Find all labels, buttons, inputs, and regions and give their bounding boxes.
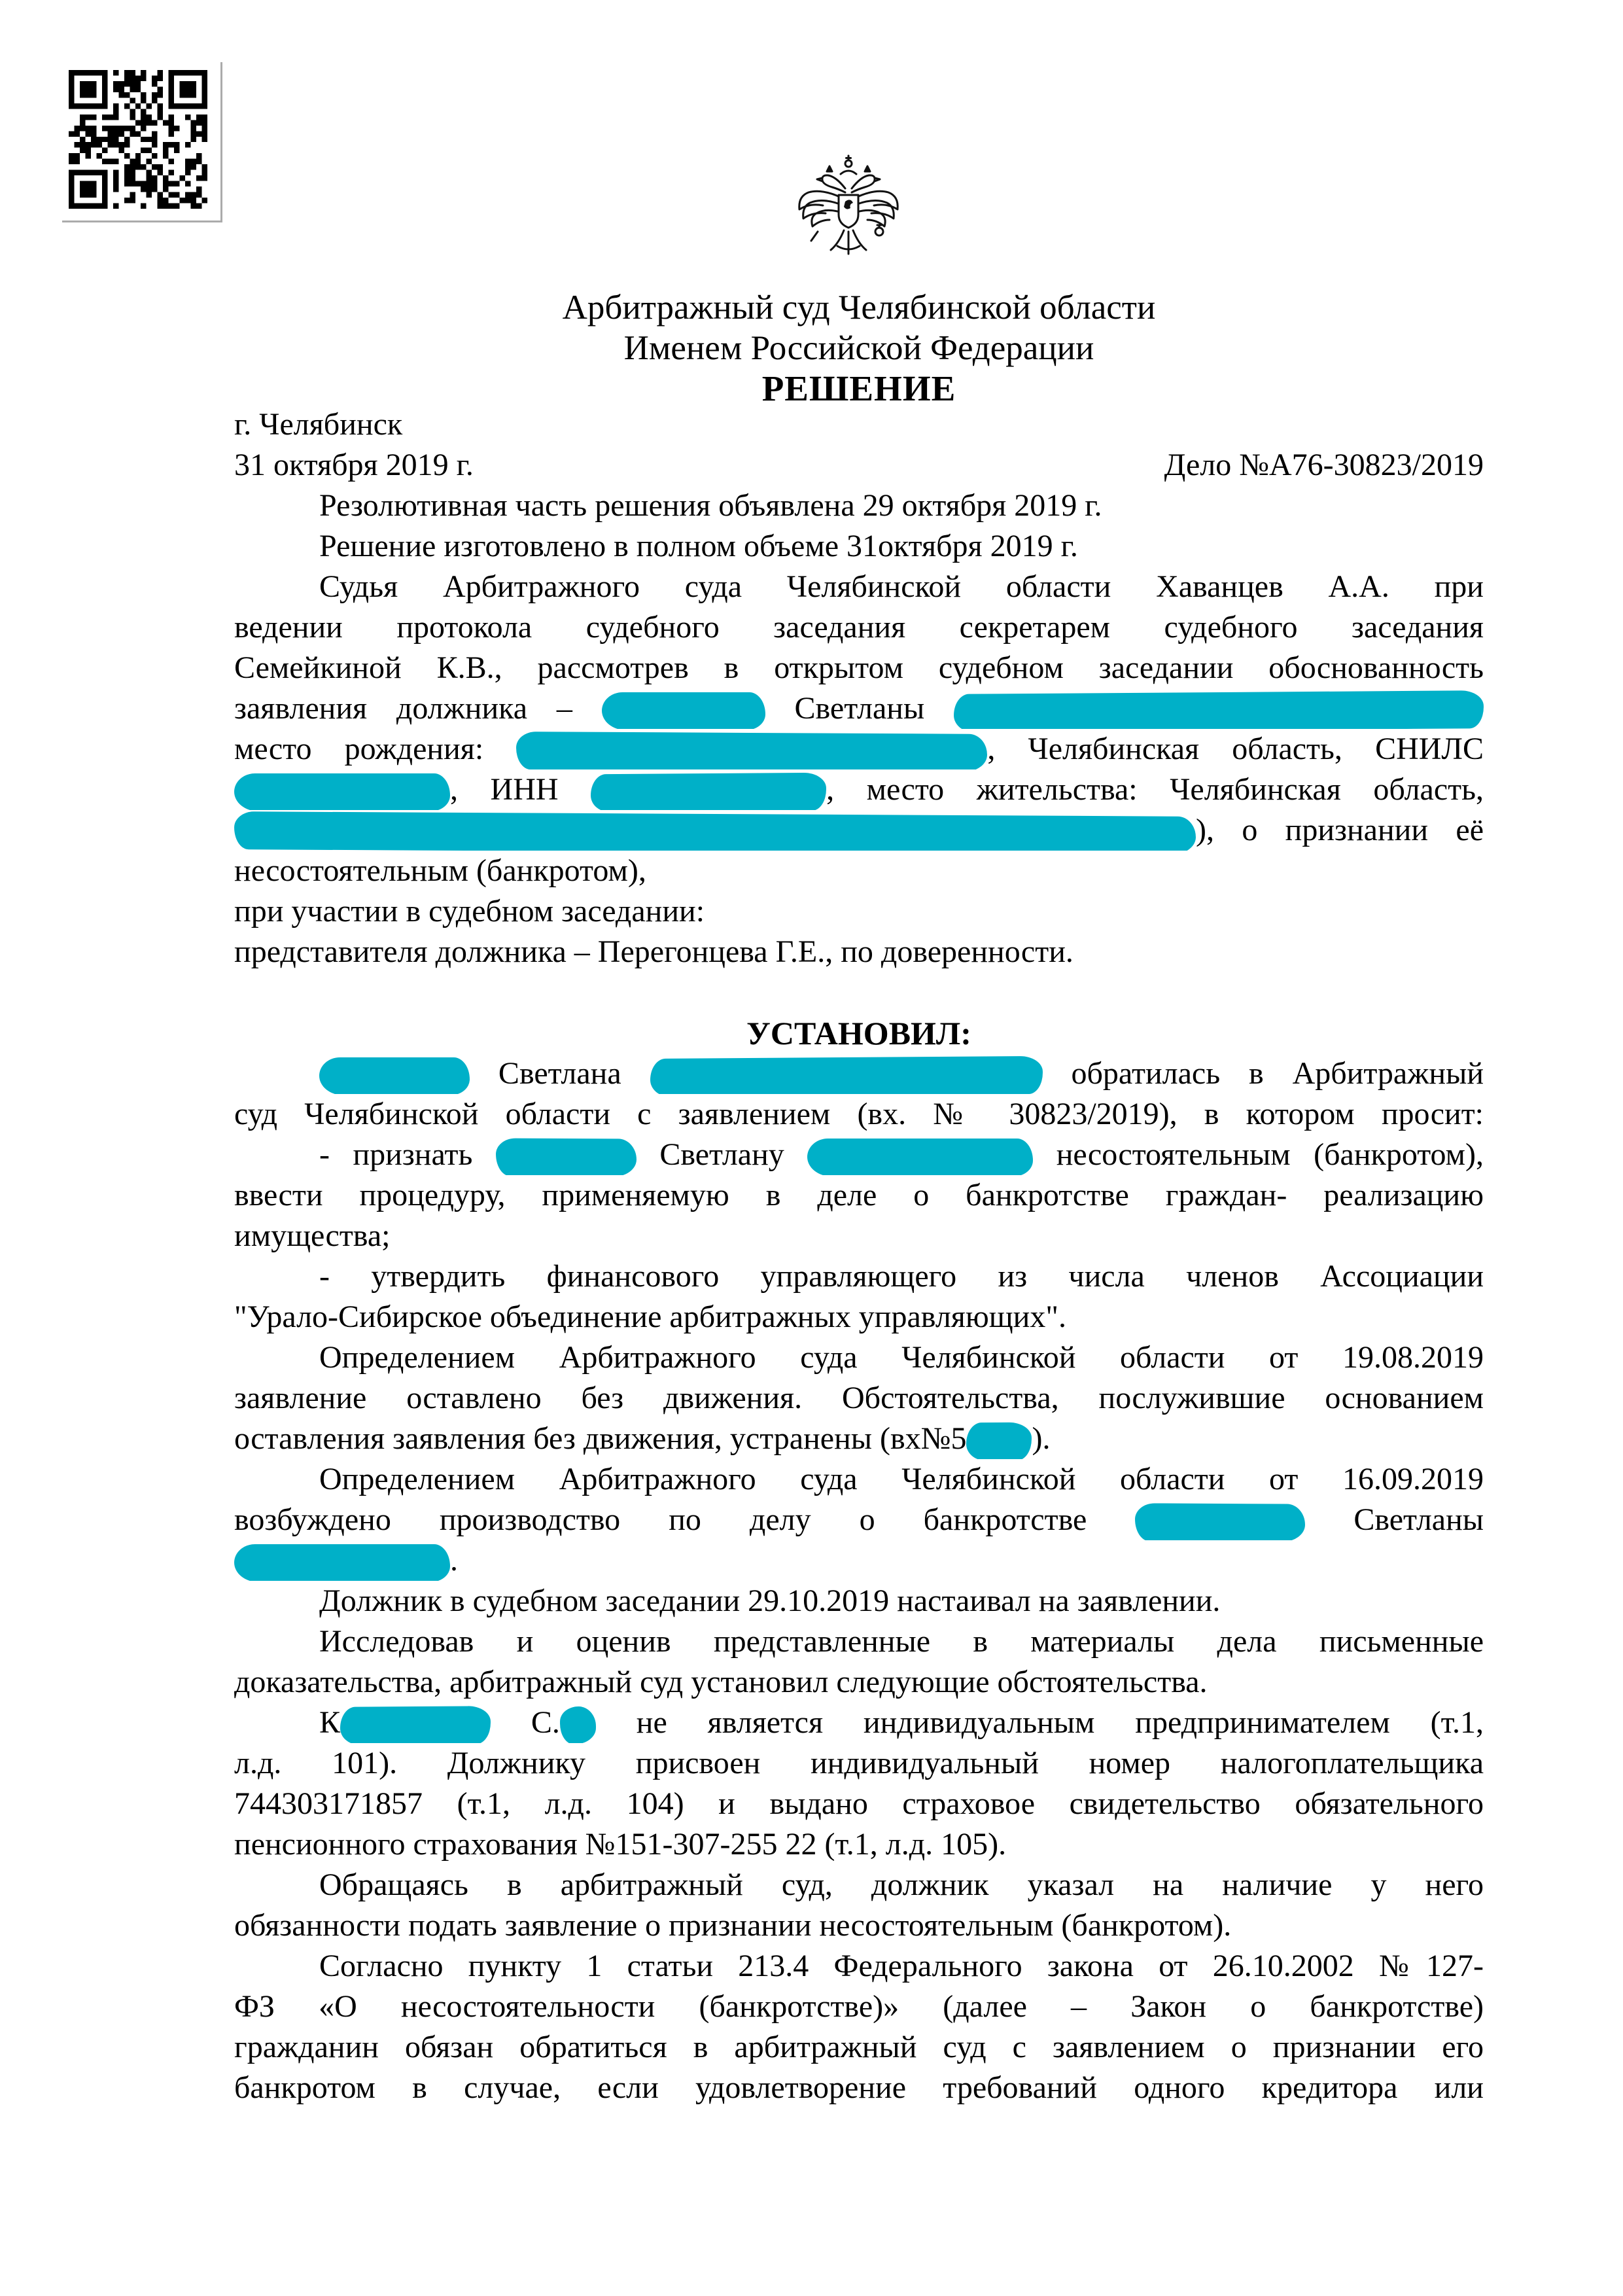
text-run: К bbox=[319, 1705, 341, 1740]
document-header bbox=[234, 287, 1484, 410]
text-line bbox=[234, 851, 1484, 891]
qr-code bbox=[62, 62, 222, 222]
text-line bbox=[234, 729, 1484, 769]
document-type: РЕШЕНИЕ bbox=[761, 368, 956, 408]
text-line bbox=[234, 648, 1484, 688]
decision-date: 31 октября 2019 г. bbox=[234, 448, 474, 482]
text-line bbox=[234, 1337, 1484, 1378]
text-line bbox=[234, 1094, 1484, 1135]
text-line bbox=[234, 1662, 1484, 1703]
text-run: Определением Арбитражного суда Челябинской области от 16.09.2019 bbox=[319, 1462, 1484, 1496]
text-run: Обращаясь в арбитражный суд, должник указал на наличие у него bbox=[319, 1867, 1484, 1902]
redaction-mark bbox=[560, 1706, 596, 1743]
text-line bbox=[234, 1703, 1484, 1743]
text-run: гражданин обязан обратиться в арбитражный суд с заявлением о признании его bbox=[234, 2030, 1484, 2064]
text-line bbox=[234, 1419, 1484, 1459]
text-line bbox=[234, 1865, 1484, 1905]
text-run: - признать bbox=[319, 1137, 473, 1172]
text-run: обратилась в Арбитражный bbox=[1071, 1056, 1484, 1091]
text-line bbox=[234, 769, 1484, 810]
text-run: Семейкиной К.В., рассмотрев в открытом судебном заседании обоснованность bbox=[234, 650, 1484, 685]
text-run: - утвердить финансового управляющего из числа членов Ассоциации bbox=[319, 1259, 1484, 1294]
redaction-mark bbox=[966, 1422, 1032, 1459]
text-line bbox=[234, 1824, 1484, 1865]
text-run: Решение изготовлено в полном объеме 31октября 2019 г. bbox=[319, 529, 1078, 563]
text-run: несостоятельным (банкротом), bbox=[1056, 1137, 1484, 1172]
text-line bbox=[234, 567, 1484, 607]
text-run: Определением Арбитражного суда Челябинской области от 19.08.2019 bbox=[319, 1340, 1484, 1375]
text-run: пенсионного страхования №151-307-255 22 (т.1, л.д. 105). bbox=[234, 1827, 1007, 1862]
text-run: , Челябинская область, СНИЛС bbox=[987, 732, 1484, 766]
redaction-mark bbox=[234, 773, 450, 810]
redaction-mark bbox=[234, 1544, 450, 1581]
text-run: банкротом в случае, если удовлетворение требований одного кредитора или bbox=[234, 2070, 1484, 2105]
text-run: г. Челябинск bbox=[234, 407, 403, 442]
text-run: не является индивидуальным предпринимателем (т.1, bbox=[636, 1705, 1484, 1740]
text-line bbox=[234, 1297, 1484, 1337]
text-run: . bbox=[450, 1543, 458, 1578]
text-line bbox=[234, 891, 1484, 932]
text-run: обязанности подать заявление о признании несостоятельным (банкротом). bbox=[234, 1908, 1232, 1943]
text-run: 744303171857 (т.1, л.д. 104) и выдано страховое свидетельство обязательного bbox=[234, 1786, 1484, 1821]
text-run: л.д. 101). Должнику присвоен индивидуальный номер налогоплательщика bbox=[234, 1746, 1484, 1780]
text-line bbox=[234, 1135, 1484, 1175]
text-line bbox=[234, 810, 1484, 851]
text-line bbox=[234, 1743, 1484, 1784]
text-run: заявления должника – bbox=[234, 691, 572, 726]
text-run: Исследовав и оценив представленные в материалы дела письменные bbox=[319, 1624, 1484, 1659]
redaction-mark bbox=[650, 1056, 1042, 1094]
text-run: при участии в судебном заседании: bbox=[234, 894, 705, 928]
text-run: УСТАНОВИЛ: bbox=[746, 1015, 971, 1051]
redaction-mark bbox=[954, 690, 1484, 729]
text-line bbox=[234, 1256, 1484, 1297]
text-run: , ИНН bbox=[450, 772, 559, 807]
redaction-mark bbox=[340, 1706, 491, 1743]
text-line bbox=[234, 1175, 1484, 1216]
text-line bbox=[234, 1540, 1484, 1581]
redaction-mark bbox=[807, 1139, 1033, 1175]
text-run: доказательства, арбитражный суд установил следующие обстоятельства. bbox=[234, 1665, 1208, 1699]
text-run: ввести процедуру, применяемую в деле о банкротстве граждан- реализацию bbox=[234, 1178, 1484, 1212]
text-line bbox=[234, 404, 1484, 445]
text-run: заявление оставлено без движения. Обстоятельства, послужившие основанием bbox=[234, 1381, 1484, 1415]
redaction-mark bbox=[602, 692, 765, 729]
text-run: Светлану bbox=[659, 1137, 784, 1172]
text-run: Резолютивная часть решения объявлена 29 октября 2019 г. bbox=[319, 488, 1102, 523]
text-run: ). bbox=[1032, 1421, 1051, 1456]
text-run: возбуждено производство по делу о банкротстве bbox=[234, 1502, 1087, 1537]
redaction-mark bbox=[234, 811, 1196, 851]
text-run: "Урало-Сибирское объединение арбитражных управляющих". bbox=[234, 1299, 1066, 1334]
in-the-name-line: Именем Российской Федерации bbox=[623, 329, 1094, 367]
text-line bbox=[234, 2027, 1484, 2068]
text-line bbox=[234, 526, 1484, 567]
text-run: ведении протокола судебного заседания секретарем судебного заседания bbox=[234, 610, 1484, 645]
text-run: Согласно пункту 1 статьи 213.4 Федерального закона от 26.10.2002 №127- bbox=[319, 1949, 1484, 1983]
spacer-line bbox=[234, 972, 1484, 1013]
text-line bbox=[234, 1905, 1484, 1946]
text-line bbox=[234, 2068, 1484, 2108]
redaction-mark bbox=[516, 732, 987, 769]
qr-code-icon bbox=[69, 70, 207, 209]
text-run: оставления заявления без движения, устранены (вх№5 bbox=[234, 1421, 967, 1456]
text-line bbox=[234, 1216, 1484, 1256]
text-line bbox=[234, 1581, 1484, 1621]
court-name: Арбитражный суд Челябинской области bbox=[562, 289, 1156, 327]
text-run: представителя должника – Перегонцева Г.Е., по доверенности. bbox=[234, 934, 1073, 969]
case-number: Дело №А76-30823/2019 bbox=[1164, 448, 1484, 482]
text-line bbox=[234, 1500, 1484, 1540]
redaction-mark bbox=[319, 1057, 470, 1094]
text-line bbox=[234, 1784, 1484, 1824]
text-line bbox=[234, 688, 1484, 729]
text-run: место рождения: bbox=[234, 732, 484, 766]
text-line bbox=[234, 1053, 1484, 1094]
russian-coat-of-arms-icon bbox=[793, 154, 904, 274]
text-run: суд Челябинской области с заявлением (вх. № 30823/2019), в котором просит: bbox=[234, 1097, 1484, 1131]
text-line bbox=[234, 607, 1484, 648]
text-line bbox=[234, 1987, 1484, 2027]
redaction-mark bbox=[591, 773, 826, 810]
text-run: ФЗ «О несостоятельности (банкротстве)» (далее – Закон о банкротстве) bbox=[234, 1989, 1484, 2024]
redaction-mark bbox=[496, 1138, 637, 1175]
text-line bbox=[234, 1621, 1484, 1662]
text-run: Светлана bbox=[498, 1056, 621, 1091]
text-line bbox=[234, 486, 1484, 526]
section-heading bbox=[234, 1013, 1484, 1053]
text-run: Светланы bbox=[1353, 1502, 1484, 1537]
redaction-mark bbox=[1135, 1503, 1305, 1540]
text-line bbox=[234, 932, 1484, 972]
document-body bbox=[234, 404, 1484, 2108]
text-run: Светланы bbox=[794, 691, 925, 726]
text-line bbox=[234, 1459, 1484, 1500]
text-run: имущества; bbox=[234, 1218, 391, 1253]
text-run: несостоятельным (банкротом), bbox=[234, 853, 646, 888]
text-run: , место жительства: Челябинская область, bbox=[826, 772, 1484, 807]
text-run: С. bbox=[531, 1705, 560, 1740]
text-line bbox=[234, 445, 1484, 486]
text-run: Судья Арбитражного суда Челябинской области Хаванцев А.А. при bbox=[319, 569, 1484, 604]
text-line bbox=[234, 1378, 1484, 1419]
text-run: ), о признании её bbox=[1196, 813, 1484, 847]
text-run: Должник в судебном заседании 29.10.2019 настаивал на заявлении. bbox=[319, 1583, 1221, 1618]
text-line bbox=[234, 1946, 1484, 1987]
